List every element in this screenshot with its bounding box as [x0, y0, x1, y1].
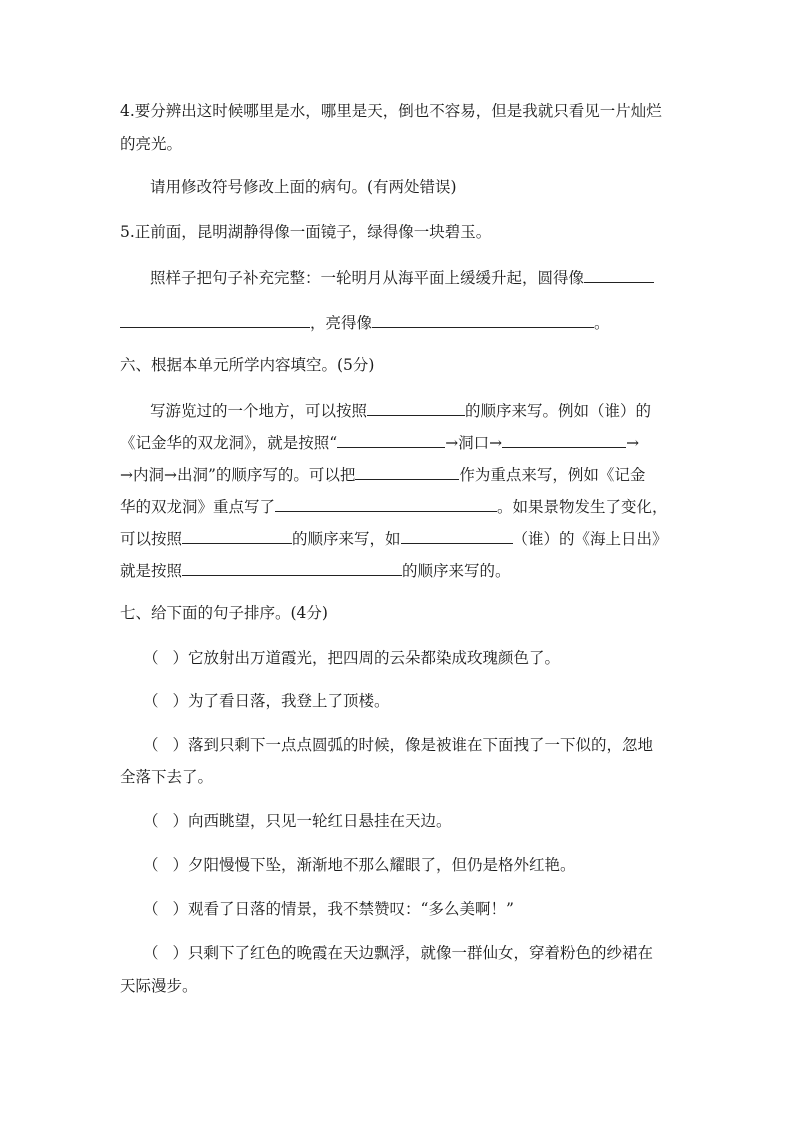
s6-line-4 [120, 495, 668, 517]
answer-blank[interactable] [355, 463, 459, 480]
q5-instruction-text: 照样子把句子补充完整：一轮明月从海平面上缓缓升起，圆得像 [150, 269, 585, 287]
s6-line-1 [150, 399, 651, 421]
paren-close: ） [172, 649, 189, 667]
sort-item-text: 夕阳慢慢下坠，渐渐地不那么耀眼了，但仍是格外红艳。 [188, 856, 576, 874]
paren-open: （ [143, 736, 159, 754]
s6-text: → [626, 434, 640, 452]
paren-close: ） [172, 900, 189, 918]
paren-open: （ [143, 944, 159, 962]
q4-line-2: 的亮光。 [120, 135, 183, 153]
s6-text: 。如果景物发生了变化， [497, 498, 668, 516]
s6-text: 可以按照 [120, 530, 183, 548]
sort-item-2 [143, 691, 390, 711]
paren-open: （ [143, 856, 159, 874]
paren-close: ） [172, 944, 189, 962]
q5-end-text: 。 [594, 314, 610, 332]
q4-instruction: 请用修改符号修改上面的病句。(有两处错误) [150, 178, 457, 196]
paren-close: ） [172, 736, 189, 754]
section-6-heading: 六、根据本单元所学内容填空。(5分) [120, 356, 375, 374]
s6-text: （谁）的《海上日出》 [512, 530, 668, 548]
sort-item-text: 落到只剩下一点点圆弧的时候，像是被谁在下面拽了一下似的，忽地 [188, 736, 654, 754]
answer-blank[interactable] [182, 527, 292, 544]
answer-blank[interactable] [120, 311, 310, 328]
sort-item-text: 观看了日落的情景，我不禁赞叹：“多么美啊！” [188, 900, 514, 918]
sort-item-7-continuation: 天际漫步。 [120, 977, 198, 995]
sort-item-text: 它放射出万道霞光，把四周的云朵都染成玫瑰颜色了。 [188, 649, 561, 667]
s6-line-6 [120, 559, 511, 581]
paren-close: ） [172, 812, 189, 830]
answer-blank[interactable] [584, 266, 654, 283]
s6-line-2 [120, 431, 639, 453]
sort-item-3-continuation: 全落下去了。 [120, 768, 214, 786]
s6-text: →内洞→出洞”的顺序写的。可以把 [120, 466, 356, 484]
section-7-heading: 七、给下面的句子排序。(4分) [120, 604, 328, 622]
q4-line-1: 4.要分辨出这时候哪里是水，哪里是天，倒也不容易，但是我就只看见一片灿烂 [120, 102, 662, 120]
sort-item-6 [143, 899, 514, 919]
s6-text: →洞口→ [445, 434, 503, 452]
sort-item-text: 只剩下了红色的晚霞在天边飘浮，就像一群仙女，穿着粉色的纱裙在 [188, 944, 654, 962]
q5-mid-text: ，亮得像 [310, 314, 373, 332]
q5-instruction-line [150, 266, 654, 288]
paren-open: （ [143, 812, 159, 830]
sort-item-4 [143, 811, 452, 831]
q5-answer-line [120, 311, 610, 333]
s6-text: 《记金华的双龙洞》，就是按照“ [120, 434, 338, 452]
s6-text: 的顺序来写，如 [292, 530, 401, 548]
paren-close: ） [172, 856, 189, 874]
s6-text: 就是按照 [120, 562, 183, 580]
answer-blank[interactable] [372, 311, 594, 328]
s6-text: 华的双龙洞》重点写了 [120, 498, 276, 516]
paren-open: （ [143, 900, 159, 918]
paren-open: （ [143, 649, 159, 667]
sort-item-text: 为了看日落，我登上了顶楼。 [188, 692, 390, 710]
s6-line-5 [120, 527, 668, 549]
s6-text: 作为重点来写，例如《记金 [459, 466, 646, 484]
s6-line-3 [120, 463, 645, 485]
answer-blank[interactable] [182, 559, 402, 576]
sort-item-3 [143, 735, 653, 755]
s6-text: 写游览过的一个地方，可以按照 [150, 402, 368, 420]
answer-blank[interactable] [502, 431, 626, 448]
answer-blank[interactable] [275, 495, 497, 512]
paren-open: （ [143, 692, 159, 710]
answer-blank[interactable] [401, 527, 513, 544]
answer-blank[interactable] [367, 399, 465, 416]
sort-item-5 [143, 855, 576, 875]
s6-text: 的顺序来写的。 [402, 562, 511, 580]
sort-item-text: 向西眺望，只见一轮红日悬挂在天边。 [188, 812, 452, 830]
sort-item-7 [143, 943, 653, 963]
q5-sentence: 5.正前面，昆明湖静得像一面镜子，绿得像一块碧玉。 [120, 223, 492, 241]
sort-item-1 [143, 648, 560, 668]
answer-blank[interactable] [337, 431, 445, 448]
s6-text: 的顺序来写。例如（谁）的 [465, 402, 652, 420]
paren-close: ） [172, 692, 189, 710]
